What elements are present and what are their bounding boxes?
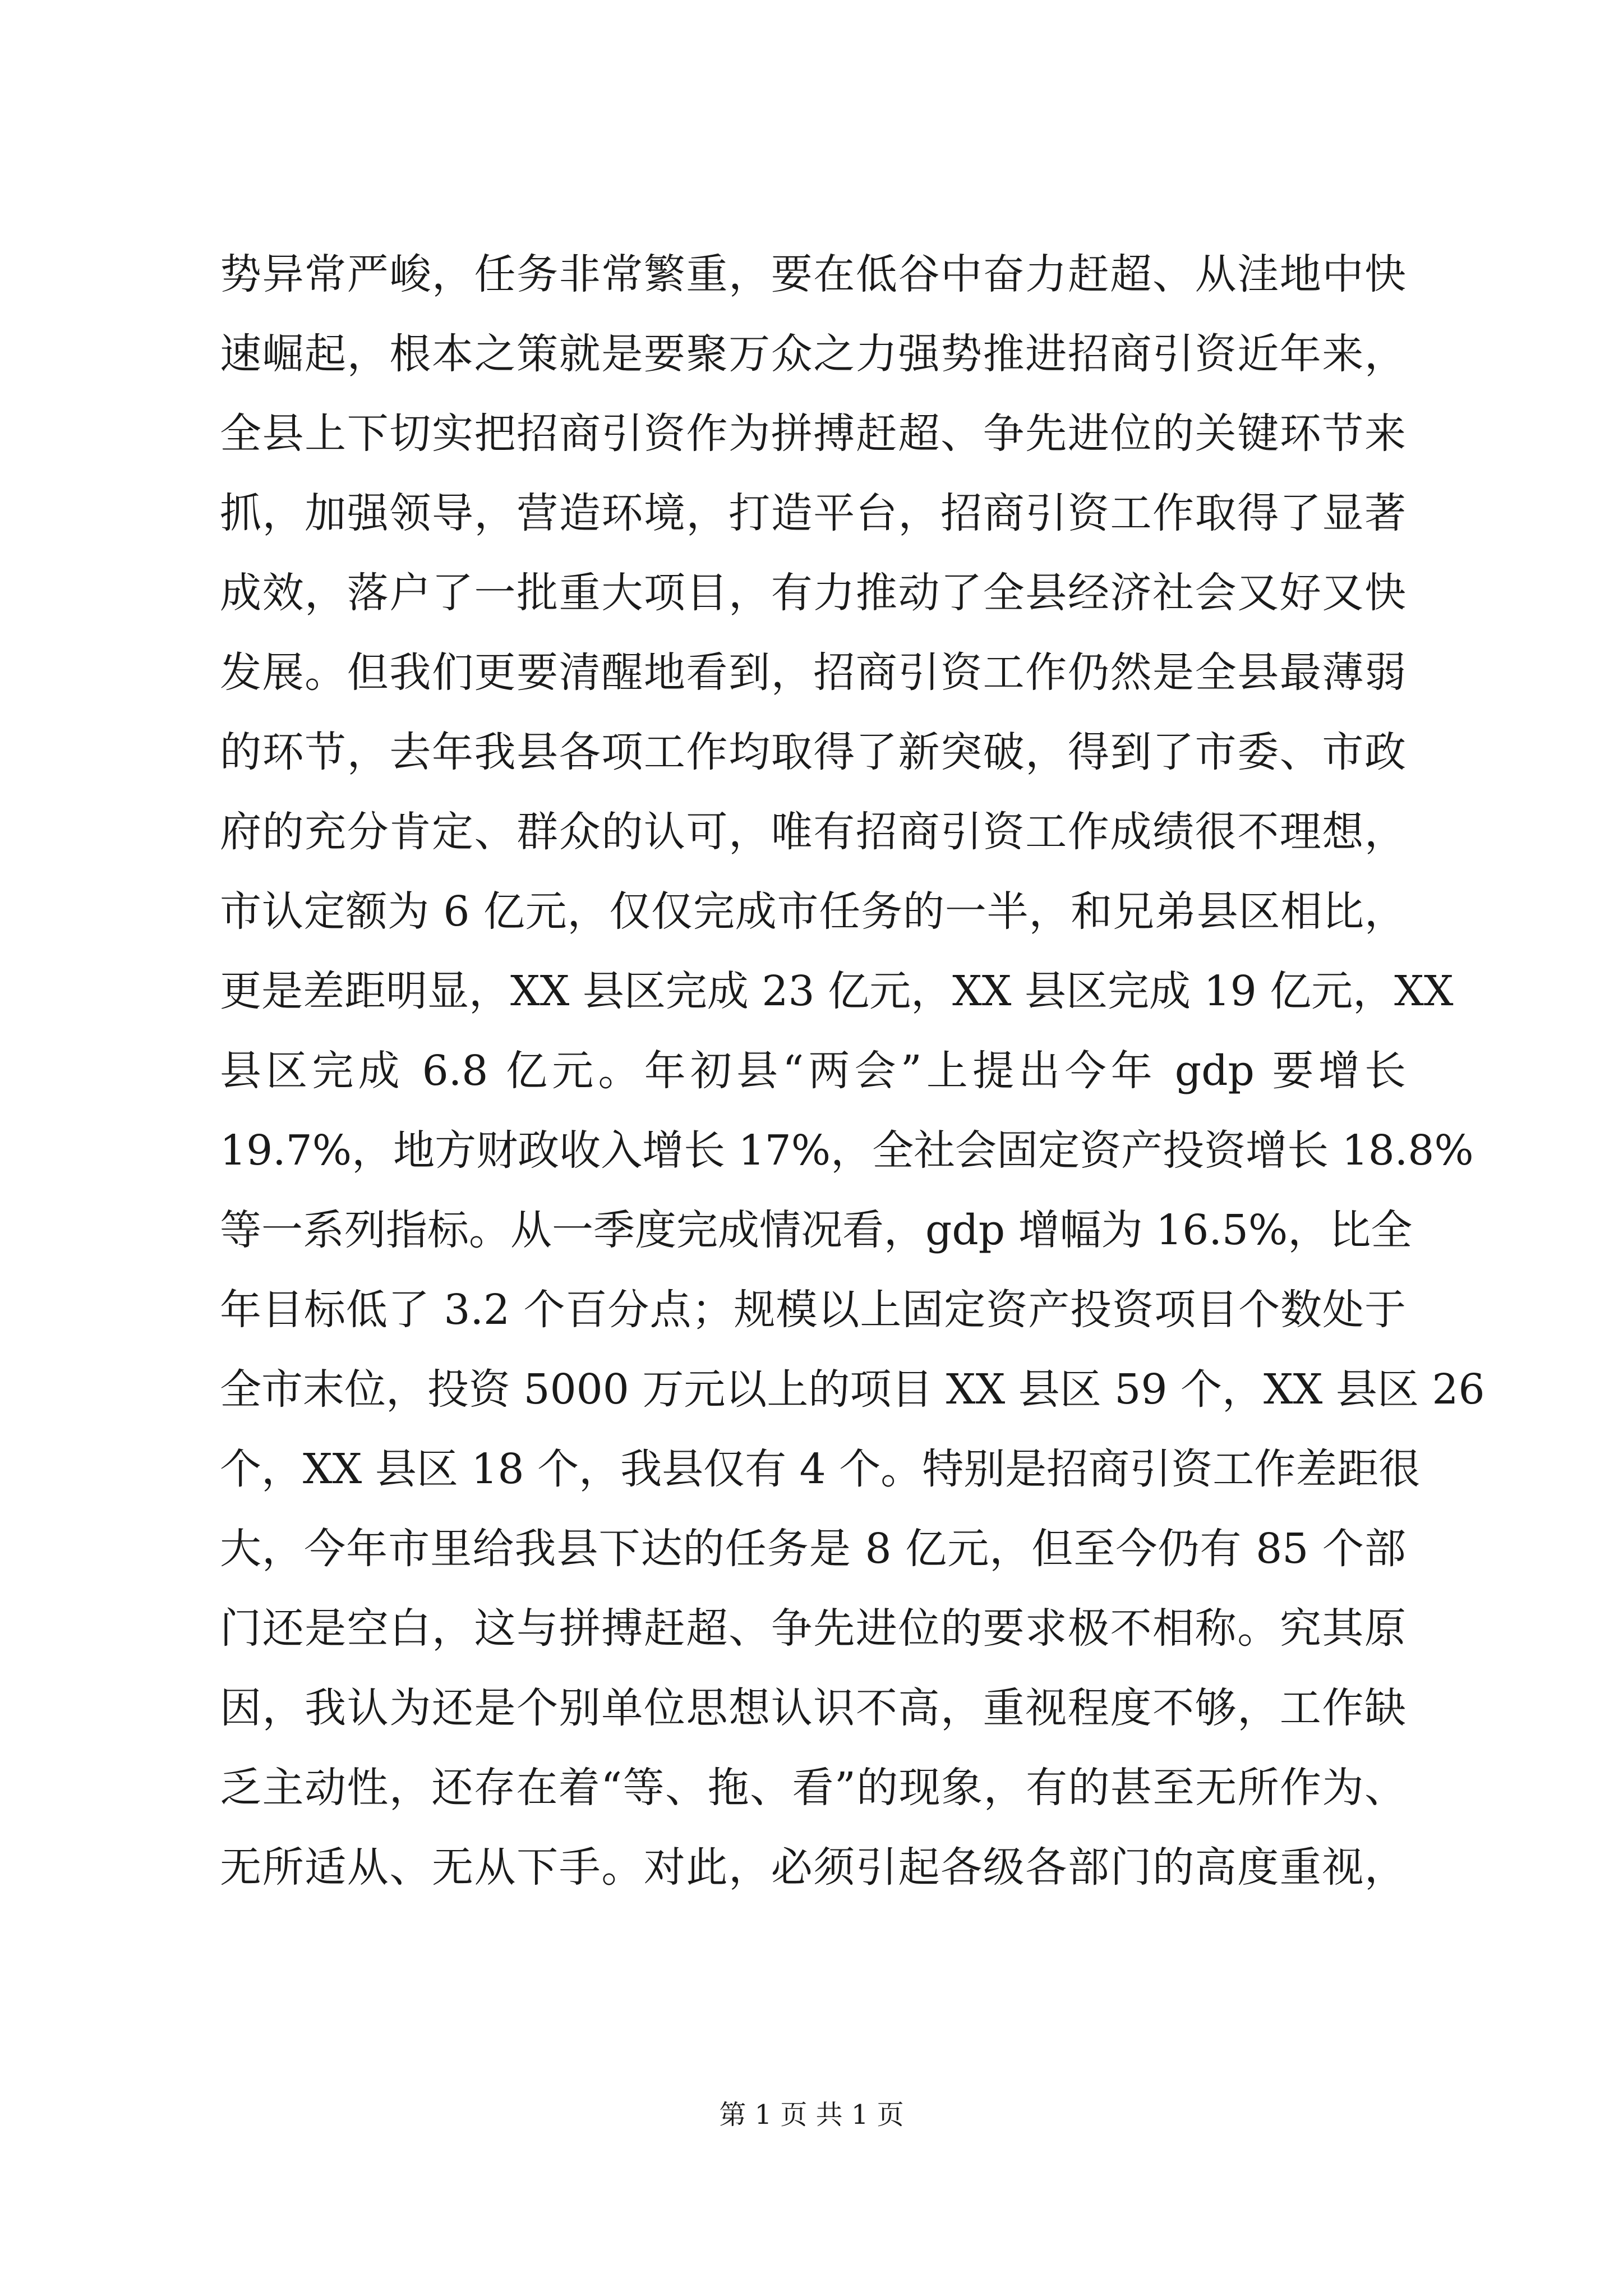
text-line: 全县上下切实把招商引资作为拼搏赶超、争先进位的关键环节来: [220, 409, 1406, 458]
text-line: 的环节，去年我县各项工作均取得了新突破，得到了市委、市政: [220, 728, 1406, 776]
text-line: 速崛起，根本之策就是要聚万众之力强势推进招商引资近年来，: [220, 330, 1406, 378]
text-line: 无所适从、无从下手。对此，必须引起各级各部门的高度重视，: [220, 1843, 1406, 1892]
text-line: 县区完成 6.8 亿元。年初县“两会”上提出今年 gdp 要增长: [220, 1047, 1406, 1095]
text-line: 市认定额为 6 亿元，仅仅完成市任务的一半，和兄弟县区相比，: [220, 887, 1406, 936]
body-text: [220, 234, 1485, 1907]
page-footer: 第 1 页 共 1 页: [719, 2099, 904, 2131]
text-line: 年目标低了 3.2 个百分点；规模以上固定资产投资项目个数处于: [220, 1286, 1406, 1334]
text-line: 更是差距明显，XX 县区完成 23 亿元，XX 县区完成 19 亿元，XX: [220, 967, 1454, 1015]
text-line: 成效，落户了一批重大项目，有力推动了全县经济社会又好又快: [220, 569, 1406, 617]
text-line: 抓，加强领导，营造环境，打造平台，招商引资工作取得了显著: [220, 489, 1406, 537]
text-line: 因，我认为还是个别单位思想认识不高，重视程度不够，工作缺: [220, 1684, 1406, 1732]
text-line: 门还是空白，这与拼搏赶超、争先进位的要求极不相称。究其原: [220, 1604, 1406, 1653]
text-line: 全市末位，投资 5000 万元以上的项目 XX 县区 59 个，XX 县区 26: [220, 1365, 1485, 1414]
text-line: 个，XX 县区 18 个，我县仅有 4 个。特别是招商引资工作差距很: [220, 1445, 1421, 1493]
text-line: 19.7%，地方财政收入增长 17%，全社会固定资产投资增长 18.8%: [220, 1126, 1474, 1175]
text-line: 势异常严峻，任务非常繁重，要在低谷中奋力赶超、从洼地中快: [220, 250, 1406, 298]
text-line: 乏主动性，还存在着“等、拖、看”的现象，有的甚至无所作为、: [220, 1764, 1406, 1812]
text-line: 府的充分肯定、群众的认可，唯有招商引资工作成绩很不理想，: [220, 808, 1406, 856]
text-line: 发展。但我们更要清醒地看到，招商引资工作仍然是全县最薄弱: [220, 648, 1406, 697]
text-line: 大，今年市里给我县下达的任务是 8 亿元，但至今仍有 85 个部: [220, 1525, 1406, 1573]
text-line: 等一系列指标。从一季度完成情况看，gdp 增幅为 16.5%，比全: [220, 1206, 1413, 1254]
